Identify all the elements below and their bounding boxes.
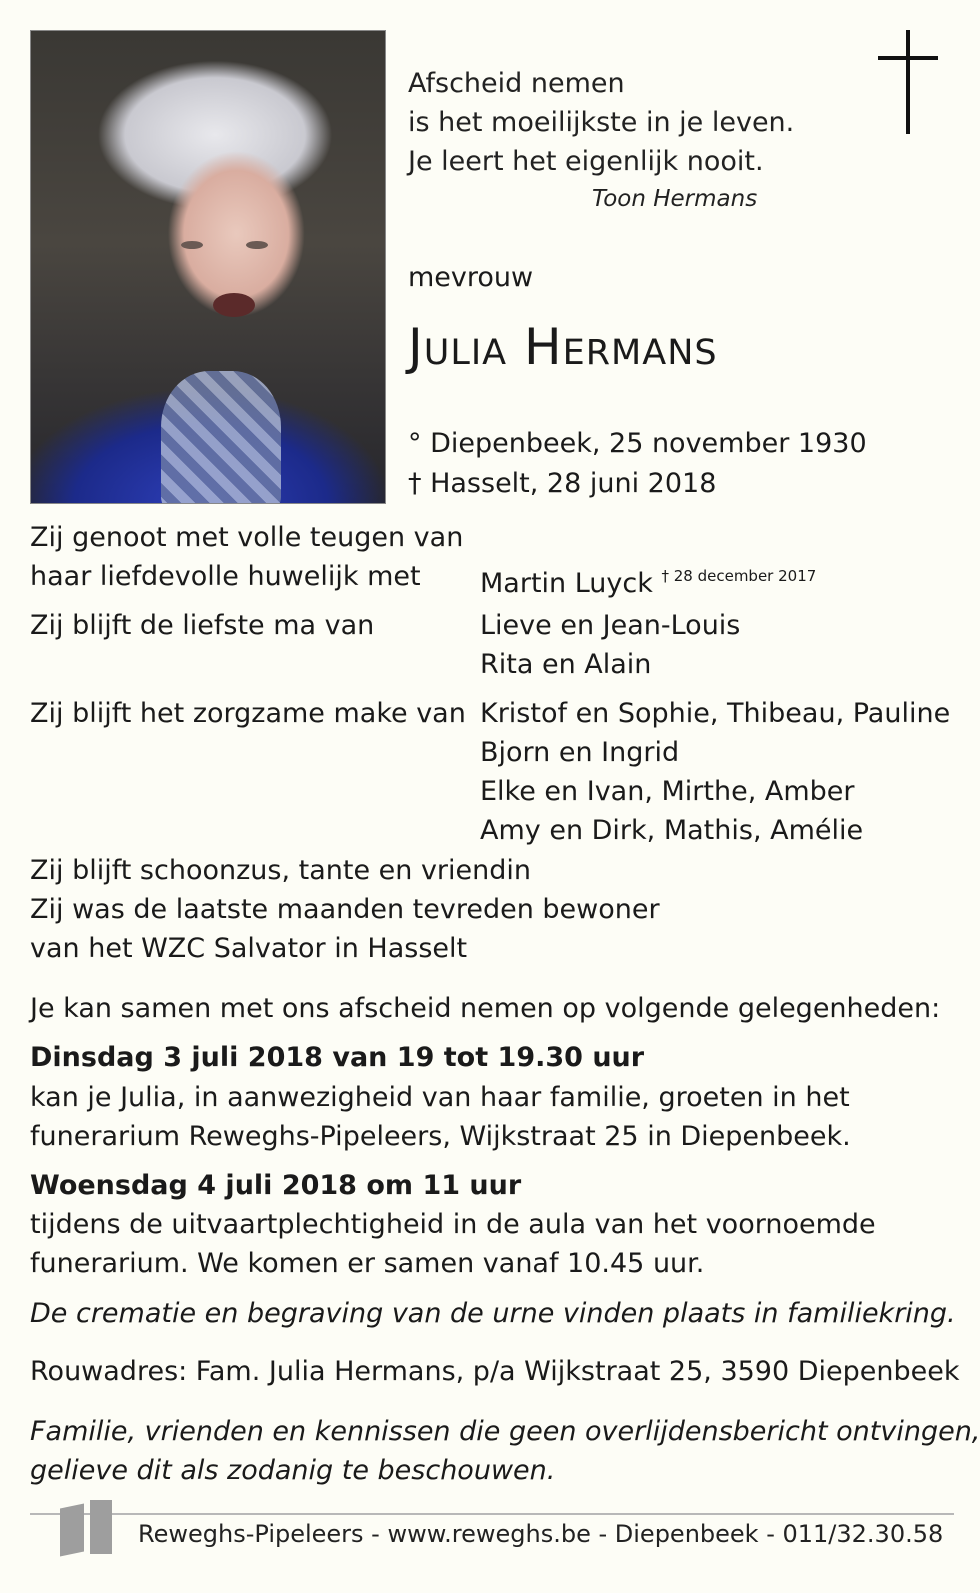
notice-line: gelieve dit als zodanig te beschouwen. xyxy=(30,1455,556,1486)
deceased-name: Julia Hermans xyxy=(408,318,718,376)
event2-title: Woensdag 4 juli 2018 om 11 uur xyxy=(30,1170,522,1201)
photo-eye-left xyxy=(181,241,203,249)
cremation-note: De crematie en begraving van de urne vinden plaats in familiekring. xyxy=(30,1298,956,1329)
children-list xyxy=(480,606,740,684)
extra-lines xyxy=(30,851,660,968)
photo-eye-right xyxy=(246,241,268,249)
event2-line: funerarium. We komen er samen vanaf 10.45 uur. xyxy=(30,1248,705,1279)
event1-details xyxy=(30,1078,851,1156)
child-entry: Rita en Alain xyxy=(480,649,652,680)
children-label: Zij blijft de liefste ma van xyxy=(30,610,375,641)
event2-details xyxy=(30,1205,876,1283)
grandchild-entry: Elke en Ivan, Mirthe, Amber xyxy=(480,776,855,807)
quote-line: Afscheid nemen xyxy=(408,68,625,99)
quote-line: Je leert het eigenlijk nooit. xyxy=(408,146,764,177)
cross-icon-vertical xyxy=(906,30,910,134)
grandchild-entry: Kristof en Sophie, Thibeau, Pauline xyxy=(480,698,951,729)
marriage-line-2: haar liefdevolle huwelijk met xyxy=(30,561,421,592)
spouse-death-date: † 28 december 2017 xyxy=(661,567,817,585)
event2-line: tijdens de uitvaartplechtigheid in de aula van het voornoemde xyxy=(30,1209,876,1240)
salutation: mevrouw xyxy=(408,262,534,293)
quote-author: Toon Hermans xyxy=(592,186,758,212)
photo-mouth xyxy=(213,293,255,317)
grandchild-entry: Amy en Dirk, Mathis, Amélie xyxy=(480,815,864,846)
extra-line: Zij was de laatste maanden tevreden bewoner xyxy=(30,894,660,925)
portrait-photo xyxy=(30,30,386,504)
grandchild-entry: Bjorn en Ingrid xyxy=(480,737,680,768)
death-date: † Hasselt, 28 juni 2018 xyxy=(408,468,717,499)
child-entry: Lieve en Jean-Louis xyxy=(480,610,741,641)
quote-line: is het moeilijkste in je leven. xyxy=(408,107,795,138)
marriage-line-1: Zij genoot met volle teugen van xyxy=(30,522,464,553)
event1-line: kan je Julia, in aanwezigheid van haar familie, groeten in het xyxy=(30,1082,850,1113)
life-dates xyxy=(408,424,867,504)
notice xyxy=(30,1412,980,1490)
footer-contact: Reweghs-Pipeleers - www.reweghs.be - Diepenbeek - 011/32.30.58 xyxy=(138,1520,944,1548)
event1-line: funerarium Reweghs-Pipeleers, Wijkstraat 25 in Diepenbeek. xyxy=(30,1121,851,1152)
quote xyxy=(408,64,794,181)
spouse xyxy=(480,557,816,603)
funeral-home-logo-icon xyxy=(60,1503,84,1556)
grandchildren-list xyxy=(480,694,950,850)
cross-icon-horizontal xyxy=(878,56,938,60)
event1-title: Dinsdag 3 juli 2018 van 19 tot 19.30 uur xyxy=(30,1042,645,1073)
footer-divider xyxy=(30,1513,954,1515)
birth-date: ° Diepenbeek, 25 november 1930 xyxy=(408,428,867,459)
funeral-home-logo-icon xyxy=(90,1500,112,1554)
grandchildren-label: Zij blijft het zorgzame make van xyxy=(30,698,466,729)
mourning-address: Rouwadres: Fam. Julia Hermans, p/a Wijkstraat 25, 3590 Diepenbeek xyxy=(30,1356,960,1387)
extra-line: van het WZC Salvator in Hasselt xyxy=(30,933,468,964)
extra-line: Zij blijft schoonzus, tante en vriendin xyxy=(30,855,532,886)
spouse-name: Martin Luyck xyxy=(480,568,653,599)
notice-line: Familie, vrienden en kennissen die geen overlijdensbericht ontvingen, xyxy=(30,1416,980,1447)
events-intro: Je kan samen met ons afscheid nemen op volgende gelegenheden: xyxy=(30,993,941,1024)
photo-scarf xyxy=(161,371,281,504)
